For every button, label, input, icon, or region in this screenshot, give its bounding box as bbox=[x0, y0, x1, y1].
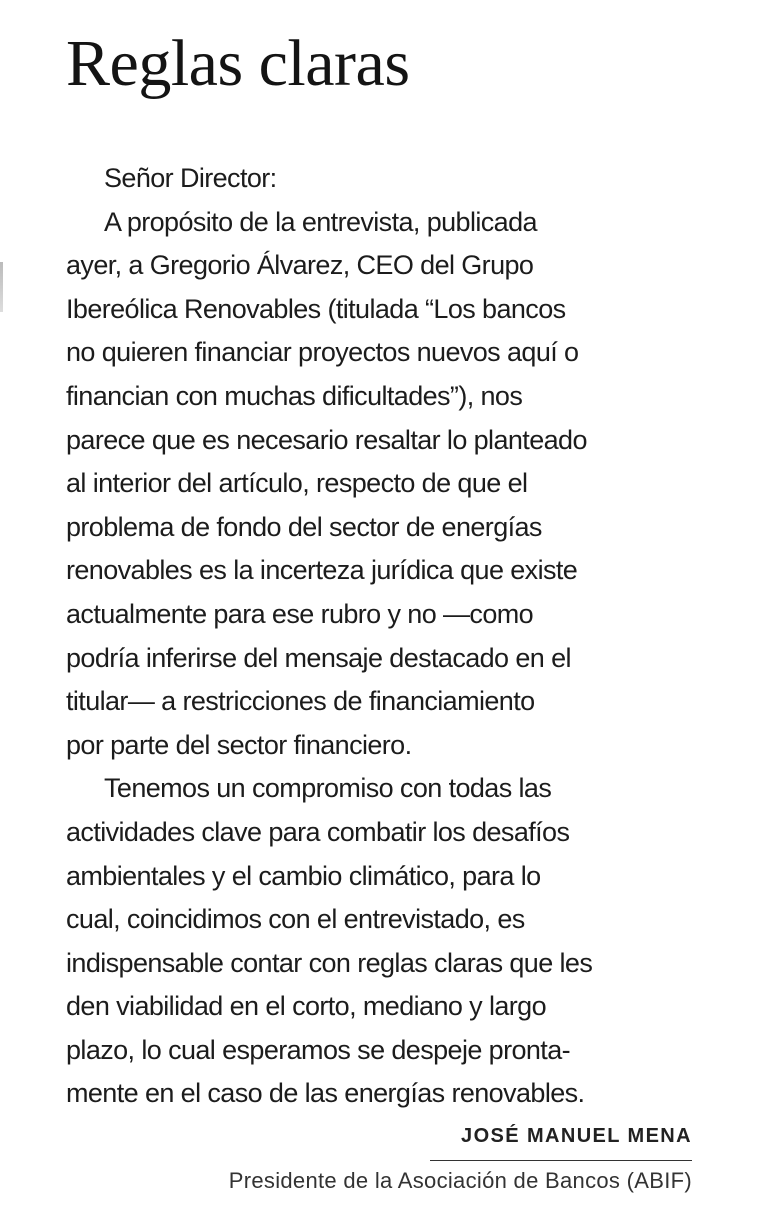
paragraph-2-line: mente en el caso de las energías renovables. bbox=[66, 1078, 585, 1109]
paragraph-1-line: titular— a restricciones de financiamiento bbox=[66, 686, 535, 717]
paragraph-1-line: ayer, a Gregorio Álvarez, CEO del Grupo bbox=[66, 250, 534, 281]
letter-body bbox=[66, 157, 706, 1116]
paragraph-2-line: indispensable contar con reglas claras que les bbox=[66, 947, 593, 978]
paragraph-1-line: podría inferirse del mensaje destacado en el bbox=[66, 642, 571, 673]
edge-mark bbox=[0, 262, 3, 312]
paragraph-2-line: plazo, lo cual esperamos se despeje pronta- bbox=[66, 1034, 571, 1065]
paragraph-1-line: financian con muchas dificultades”), nos bbox=[66, 380, 523, 411]
paragraph-2-line: ambientales y el cambio climático, para lo bbox=[66, 860, 541, 891]
paragraph-2-line: cual, coincidimos con el entrevistado, es bbox=[66, 904, 525, 935]
signature-rule bbox=[430, 1160, 692, 1161]
paragraph-1-line: problema de fondo del sector de energías bbox=[66, 511, 542, 542]
paragraph-2-line: den viabilidad en el corto, mediano y largo bbox=[66, 991, 547, 1022]
paragraph-1-line: por parte del sector financiero. bbox=[66, 729, 412, 760]
paragraph-1-line: no quieren financiar proyectos nuevos aquí o bbox=[66, 337, 579, 368]
signature-affiliation: Presidente de la Asociación de Bancos (ABIF) bbox=[228, 1168, 692, 1193]
letter-title: Reglas claras bbox=[66, 27, 410, 100]
paragraph-1-line: actualmente para ese rubro y no —como bbox=[66, 598, 534, 629]
paragraph-1-line: al interior del artículo, respecto de que el bbox=[66, 468, 528, 499]
paragraph-1-line: A propósito de la entrevista, publicada bbox=[104, 206, 537, 237]
signature-name: JOSÉ MANUEL MENA bbox=[461, 1125, 692, 1147]
paragraph-2-line: actividades clave para combatir los desafíos bbox=[66, 816, 570, 847]
paragraph-1-line: renovables es la incerteza jurídica que existe bbox=[66, 555, 578, 586]
salutation: Señor Director: bbox=[104, 163, 277, 193]
paragraph-1-line: Ibereólica Renovables (titulada “Los bancos bbox=[66, 293, 566, 324]
paragraph-1-line: parece que es necesario resaltar lo planteado bbox=[66, 424, 587, 455]
paragraph-2-line: Tenemos un compromiso con todas las bbox=[104, 773, 552, 804]
